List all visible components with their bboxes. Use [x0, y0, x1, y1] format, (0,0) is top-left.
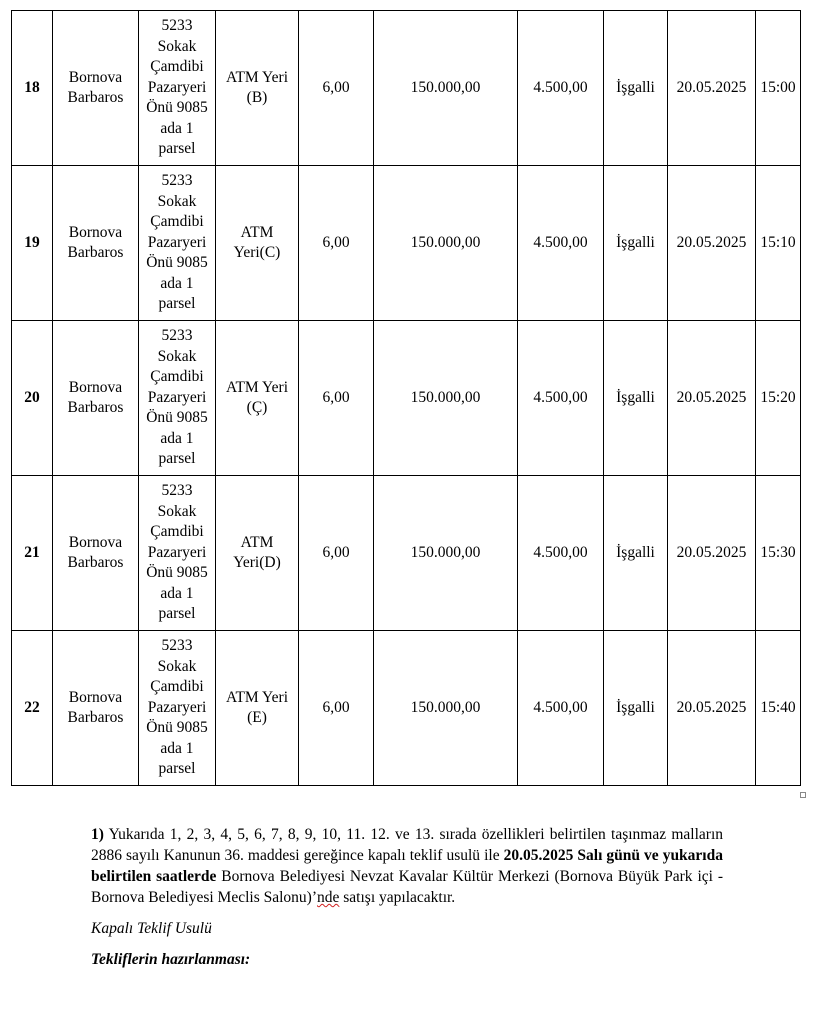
cell-guarantee: 4.500,00 — [518, 476, 604, 631]
table-body — [12, 11, 801, 786]
table-row — [12, 476, 801, 631]
cell-estimated-price: 150.000,00 — [374, 476, 518, 631]
cell-area: 6,00 — [299, 476, 374, 631]
table-row — [12, 631, 801, 786]
cell-no: 18 — [12, 11, 53, 166]
cell-address: 5233 Sokak Çamdibi Pazaryeri Önü 9085 ada 1 parsel — [139, 476, 216, 631]
cell-status: İşgalli — [604, 321, 668, 476]
cell-date: 20.05.2025 — [668, 631, 756, 786]
cell-guarantee: 4.500,00 — [518, 631, 604, 786]
district-text: Bornova — [68, 68, 123, 86]
cell-usage: ATM Yeri (E) — [216, 631, 299, 786]
cell-time: 15:30 — [756, 476, 801, 631]
cell-address: 5233 Sokak Çamdibi Pazaryeri Önü 9085 ada 1 parsel — [139, 11, 216, 166]
cell-estimated-price: 150.000,00 — [374, 11, 518, 166]
note-text-e: satışı yapılacaktır. — [339, 889, 456, 906]
note-text-bold: 20.05.2025 Salı günü ve yukarıda belirtilen saatlerde — [91, 847, 723, 885]
cell-date: 20.05.2025 — [668, 166, 756, 321]
cell-usage: ATM Yeri (B) — [216, 11, 299, 166]
cell-status: İşgalli — [604, 11, 668, 166]
cell-location — [53, 166, 139, 321]
cell-usage: ATM Yeri(C) — [216, 166, 299, 321]
district-text: Bornova — [68, 378, 123, 396]
cell-area: 6,00 — [299, 11, 374, 166]
table-row — [12, 321, 801, 476]
cell-area: 6,00 — [299, 631, 374, 786]
neighborhood-text: Barbaros — [67, 554, 124, 571]
cell-address: 5233 Sokak Çamdibi Pazaryeri Önü 9085 ada 1 parsel — [139, 631, 216, 786]
spellcheck-word: nde — [317, 889, 340, 906]
district-text: Bornova — [68, 688, 123, 706]
cell-no: 20 — [12, 321, 53, 476]
table-resize-handle[interactable] — [800, 792, 806, 798]
note-number: 1) — [91, 826, 104, 843]
cell-address: 5233 Sokak Çamdibi Pazaryeri Önü 9085 ada 1 parsel — [139, 166, 216, 321]
note-paragraph-1 — [91, 824, 723, 908]
cell-time: 15:00 — [756, 11, 801, 166]
cell-date: 20.05.2025 — [668, 11, 756, 166]
cell-no: 19 — [12, 166, 53, 321]
cell-estimated-price: 150.000,00 — [374, 321, 518, 476]
section-heading-kapali-teklif: Kapalı Teklif Usulü — [91, 920, 212, 937]
cell-no: 21 — [12, 476, 53, 631]
cell-status: İşgalli — [604, 476, 668, 631]
district-text: Bornova — [68, 223, 123, 241]
cell-estimated-price: 150.000,00 — [374, 166, 518, 321]
cell-guarantee: 4.500,00 — [518, 321, 604, 476]
table-row — [12, 166, 801, 321]
cell-status: İşgalli — [604, 166, 668, 321]
neighborhood-text: Barbaros — [67, 709, 124, 726]
cell-date: 20.05.2025 — [668, 476, 756, 631]
cell-usage: ATM Yeri (Ç) — [216, 321, 299, 476]
neighborhood-text: Barbaros — [67, 89, 124, 106]
cell-location — [53, 321, 139, 476]
cell-area: 6,00 — [299, 321, 374, 476]
cell-time: 15:10 — [756, 166, 801, 321]
cell-time: 15:20 — [756, 321, 801, 476]
district-text: Bornova — [68, 533, 123, 551]
cell-guarantee: 4.500,00 — [518, 166, 604, 321]
cell-area: 6,00 — [299, 166, 374, 321]
cell-date: 20.05.2025 — [668, 321, 756, 476]
cell-time: 15:40 — [756, 631, 801, 786]
cell-address: 5233 Sokak Çamdibi Pazaryeri Önü 9085 ada 1 parsel — [139, 321, 216, 476]
cell-estimated-price: 150.000,00 — [374, 631, 518, 786]
section-heading-tekliflerin-hazirlanmasi: Tekliflerin hazırlanması: — [91, 951, 251, 968]
cell-location — [53, 631, 139, 786]
cell-no: 22 — [12, 631, 53, 786]
cell-usage: ATM Yeri(D) — [216, 476, 299, 631]
neighborhood-text: Barbaros — [67, 244, 124, 261]
cell-location — [53, 11, 139, 166]
table-row — [12, 11, 801, 166]
notes-section — [91, 824, 723, 970]
auction-table — [11, 10, 801, 786]
note-text-a: Yukarıda 1, 2, 3, 4, 5, 6, 7, 8, 9, 10, 11. 12. ve 13. sırada özellikleri belirtilen taşınmaz malların 2886 sayılı Kanunun 36. maddesi gereğince kapalı teklif usulü ile — [91, 826, 723, 864]
cell-status: İşgalli — [604, 631, 668, 786]
neighborhood-text: Barbaros — [67, 399, 124, 416]
cell-location — [53, 476, 139, 631]
cell-guarantee: 4.500,00 — [518, 11, 604, 166]
note-text-c: Bornova Belediyesi Nevzat Kavalar Kültür Merkezi (Bornova Büyük Park içi - Bornova Belediyesi Meclis Salonu)’ — [91, 868, 723, 906]
